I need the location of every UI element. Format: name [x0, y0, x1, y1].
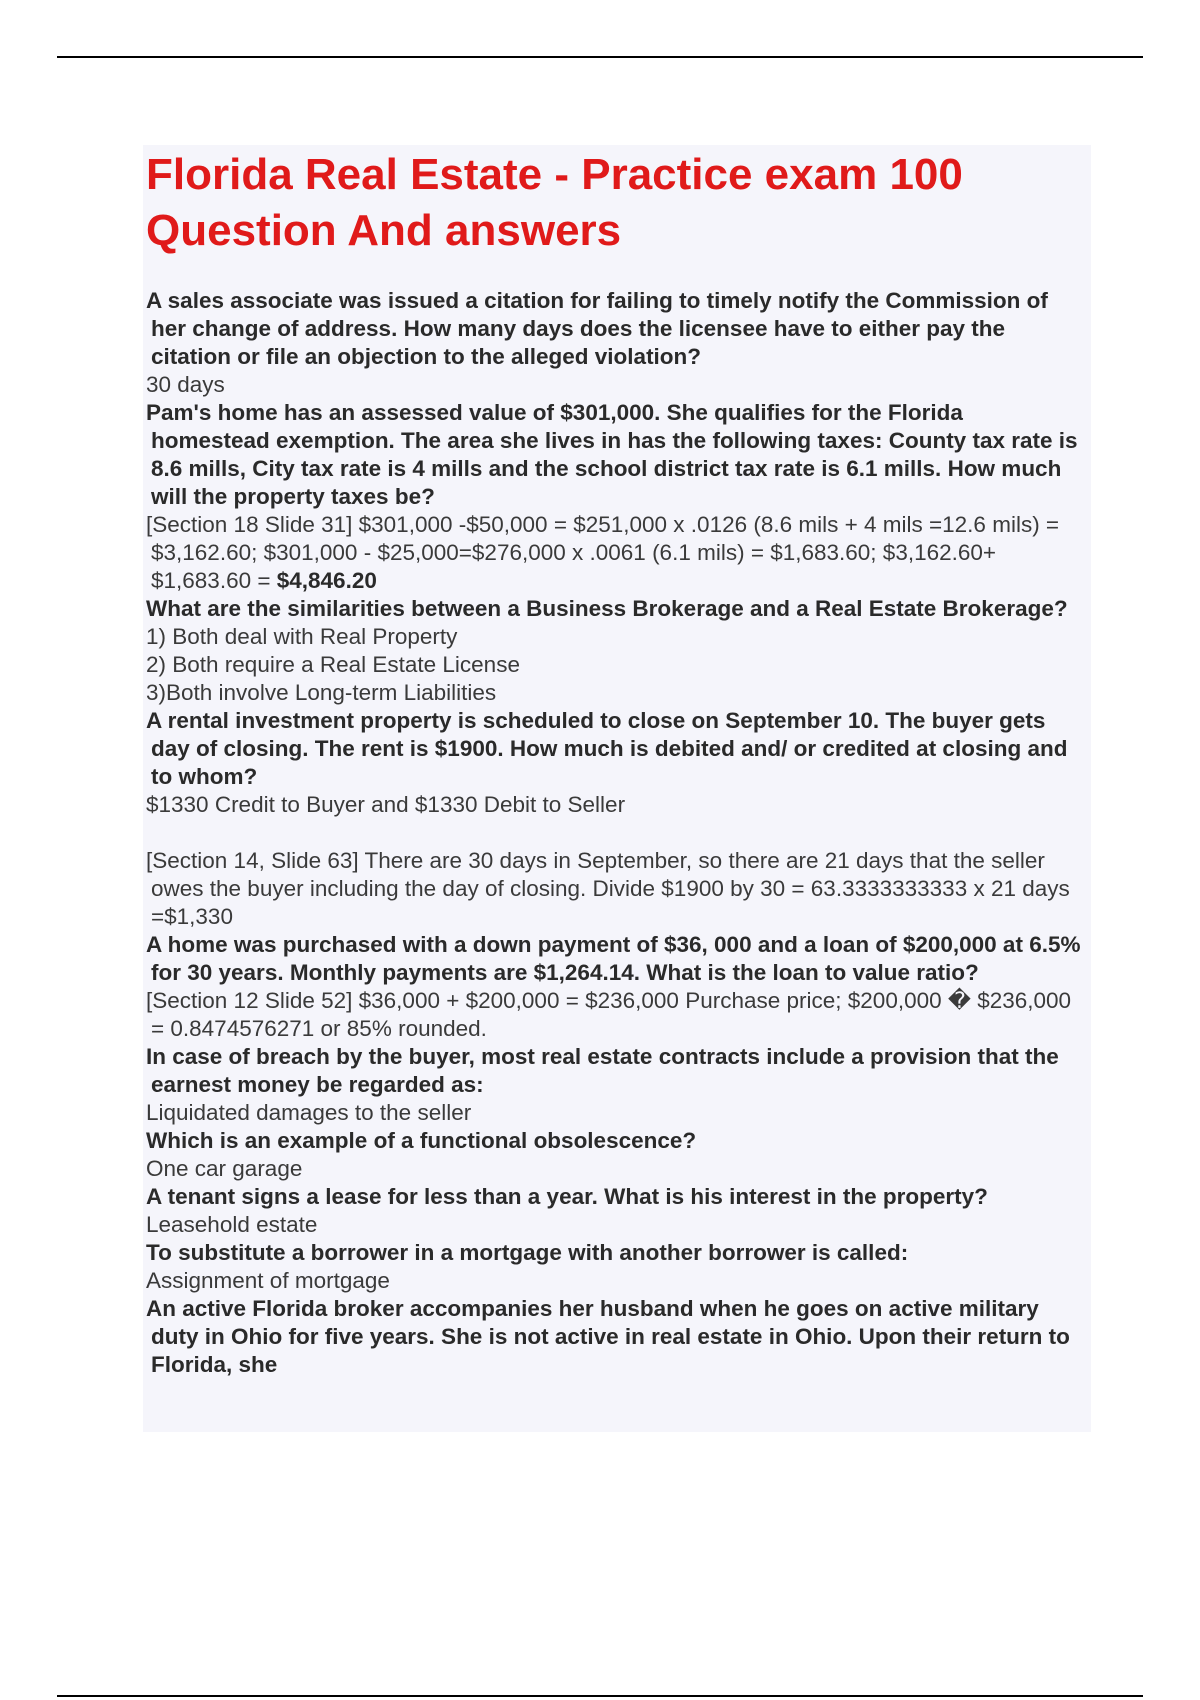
answer-9: Assignment of mortgage	[146, 1268, 390, 1293]
question-5: A home was purchased with a down payment of $36, 000 and a loan of $200,000 at 6.5% for 30 years. Monthly payments are $1,264.14. What is the loan to value ratio?	[146, 932, 1081, 985]
answer-3-line-1: 1) Both deal with Real Property	[146, 624, 458, 649]
answer-6: Liquidated damages to the seller	[146, 1100, 472, 1125]
document-title: Florida Real Estate - Practice exam 100 Question And answers	[146, 150, 963, 255]
footer-rule	[57, 1695, 1143, 1697]
header-rule	[57, 56, 1143, 58]
answer-4: $1330 Credit to Buyer and $1330 Debit to Seller	[146, 792, 626, 817]
answer-2-text: [Section 18 Slide 31] $301,000 -$50,000 = $251,000 x .0126 (8.6 mils + 4 mils =12.6 mils) = $3,162.60; $301,000 - $25,000=$276,000 x .0061 (6.1 mils) = $1,683.60; $3,162.60+ $1,683.60 =	[146, 512, 1060, 593]
spacer	[146, 819, 1087, 847]
question-2: Pam's home has an assessed value of $301,000. She qualifies for the Florida homestead exemption. The area she lives in has the following taxes: County tax rate is 8.6 mills, City tax rate is 4 mills and the school district tax rate is 6.1 mills. How much will the property taxes be?	[146, 400, 1078, 509]
answer-8: Leasehold estate	[146, 1212, 318, 1237]
answer-1: 30 days	[146, 372, 225, 397]
question-7: Which is an example of a functional obsolescence?	[146, 1128, 697, 1153]
question-3: What are the similarities between a Business Brokerage and a Real Estate Brokerage?	[146, 596, 1068, 621]
answer-3-line-2: 2) Both require a Real Estate License	[146, 652, 520, 677]
explanation-4: [Section 14, Slide 63] There are 30 days in September, so there are 21 days that the seller owes the buyer including the day of closing. Divide $1900 by 30 = 63.3333333333 x 21 days =$1,330	[146, 848, 1070, 929]
answer-5: [Section 12 Slide 52] $36,000 + $200,000 = $236,000 Purchase price; $200,000 � $236,000 = 0.8474576271 or 85% rounded.	[146, 988, 1072, 1041]
answer-2-total: $4,846.20	[276, 568, 377, 593]
question-1: A sales associate was issued a citation for failing to timely notify the Commission of her change of address. How many days does the licensee have to either pay the citation or file an objection to the alleged violation?	[146, 288, 1048, 369]
answer-3-line-3: 3)Both involve Long-term Liabilities	[146, 680, 497, 705]
question-9: To substitute a borrower in a mortgage with another borrower is called:	[146, 1240, 909, 1265]
answer-7: One car garage	[146, 1156, 303, 1181]
question-6: In case of breach by the buyer, most real estate contracts include a provision that the earnest money be regarded as:	[146, 1044, 1059, 1097]
document-content	[143, 145, 1091, 1432]
answer-2	[146, 511, 1087, 595]
question-4: A rental investment property is scheduled to close on September 10. The buyer gets day of closing. The rent is $1900. How much is debited and/ or credited at closing and to whom?	[146, 708, 1068, 789]
question-10: An active Florida broker accompanies her husband when he goes on active military duty in Ohio for five years. She is not active in real estate in Ohio. Upon their return to Florida, she	[146, 1296, 1070, 1377]
question-8: A tenant signs a lease for less than a year. What is his interest in the property?	[146, 1184, 988, 1209]
